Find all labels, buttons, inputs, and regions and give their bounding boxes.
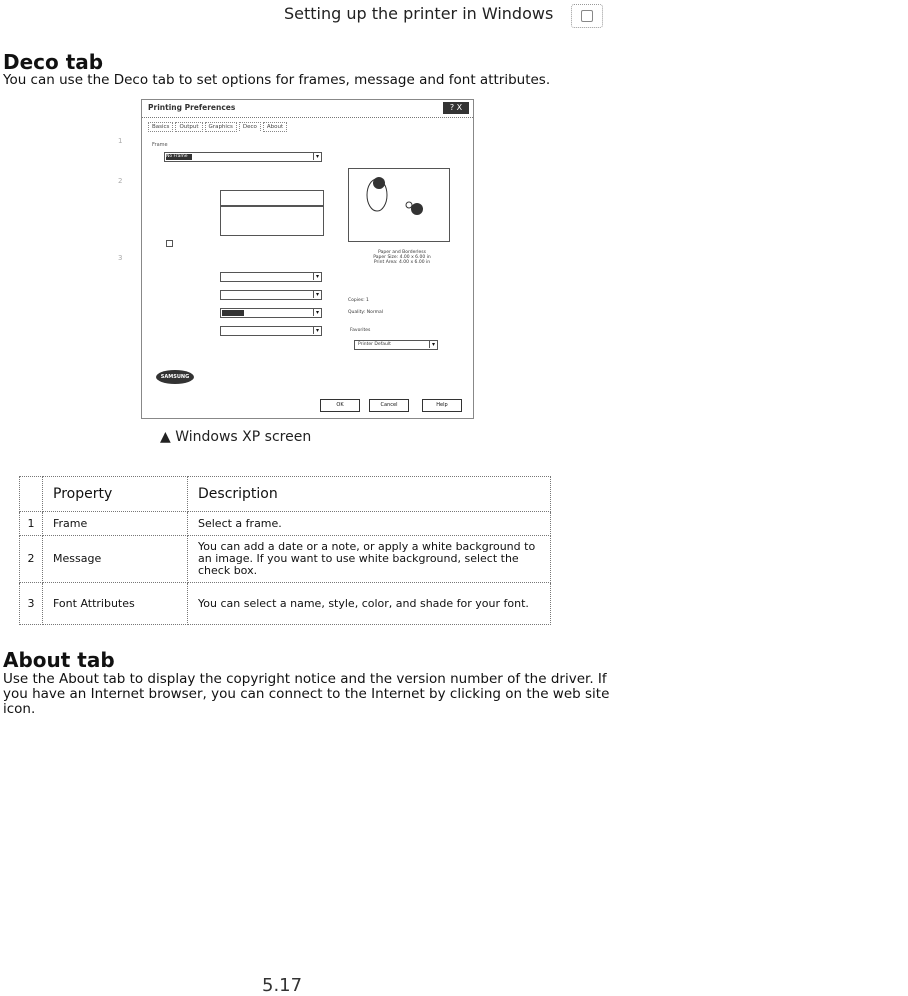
tab-output[interactable]: Output: [175, 122, 202, 132]
help-button[interactable]: Help: [422, 399, 462, 412]
about-tab-intro: Use the About tab to display the copyright notice and the version number of the driver. If you have an Internet browser, you can connect to the Internet by clicking on the web site icon.: [3, 671, 610, 717]
samsung-logo: SAMSUNG: [156, 370, 194, 384]
favorites-select[interactable]: [354, 340, 438, 350]
tab-graphics[interactable]: Graphics: [205, 122, 237, 132]
callout-1: 1: [118, 137, 123, 145]
favorites-select-value: Printer Default: [358, 342, 391, 347]
preview-picture-icon: [349, 169, 449, 241]
deco-tab-heading: Deco tab: [3, 50, 104, 74]
message-checkbox[interactable]: [166, 240, 173, 247]
message-text-field[interactable]: [220, 190, 324, 206]
tab-about[interactable]: About: [263, 122, 287, 132]
table-header-property: Property: [43, 477, 188, 512]
copies-readout: Copies: 1: [348, 298, 369, 303]
quality-readout: Quality: Normal: [348, 310, 383, 315]
table-header-num: [20, 477, 43, 512]
font-style-select[interactable]: [220, 290, 322, 300]
dialog-titlebar: [142, 100, 473, 118]
preview-image: [348, 168, 450, 242]
preview-info: Paper and Borderless Paper Size: 4.00 x 6.00 in Print Area: 4.00 x 6.00 in: [373, 250, 431, 265]
caption-text: Windows XP screen: [175, 429, 312, 445]
row-property: Message: [43, 536, 188, 583]
row-property: Frame: [43, 512, 188, 536]
cancel-button[interactable]: Cancel: [369, 399, 409, 412]
about-tab-heading: About tab: [3, 648, 115, 672]
row-number: 3: [20, 583, 43, 625]
ok-button[interactable]: OK: [320, 399, 360, 412]
row-property: Font Attributes: [43, 583, 188, 625]
properties-table: [19, 476, 551, 625]
tab-basics[interactable]: Basics: [148, 122, 173, 132]
frame-select[interactable]: [164, 152, 322, 162]
dialog-tabs: [148, 124, 289, 130]
triangle-icon: ▲: [160, 429, 171, 445]
document-icon: [571, 4, 603, 28]
row-description: Select a frame.: [188, 512, 551, 536]
message-text-area[interactable]: [220, 206, 324, 236]
page-header: Setting up the printer in Windows: [284, 4, 554, 23]
favorites-label: Favorites: [350, 328, 371, 333]
table-row: [20, 512, 551, 536]
font-shade-select[interactable]: [220, 326, 322, 336]
callout-3: 3: [118, 254, 123, 262]
table-header-description: Description: [188, 477, 551, 512]
table-row: [20, 583, 551, 625]
printing-preferences-dialog: [141, 99, 474, 419]
row-number: 2: [20, 536, 43, 583]
table-header-row: [20, 477, 551, 512]
table-row: [20, 536, 551, 583]
dialog-title-buttons[interactable]: ? X: [443, 102, 469, 114]
row-description: You can add a date or a note, or apply a white background to an image. If you want to use white background, select the check box.: [188, 536, 551, 583]
page-number: 5.17: [262, 975, 303, 996]
row-number: 1: [20, 512, 43, 536]
deco-tab-intro: You can use the Deco tab to set options for frames, message and font attributes.: [3, 72, 551, 88]
figure-caption: [160, 429, 311, 445]
dialog-title: Printing Preferences: [148, 103, 236, 112]
font-name-select[interactable]: [220, 272, 322, 282]
tab-deco[interactable]: Deco: [239, 122, 261, 131]
frame-select-value: No Frame: [166, 154, 192, 160]
row-description: You can select a name, style, color, and shade for your font.: [188, 583, 551, 625]
font-color-value: [222, 310, 244, 316]
frame-label: Frame: [152, 142, 168, 148]
font-color-select[interactable]: [220, 308, 322, 318]
callout-2: 2: [118, 177, 123, 185]
